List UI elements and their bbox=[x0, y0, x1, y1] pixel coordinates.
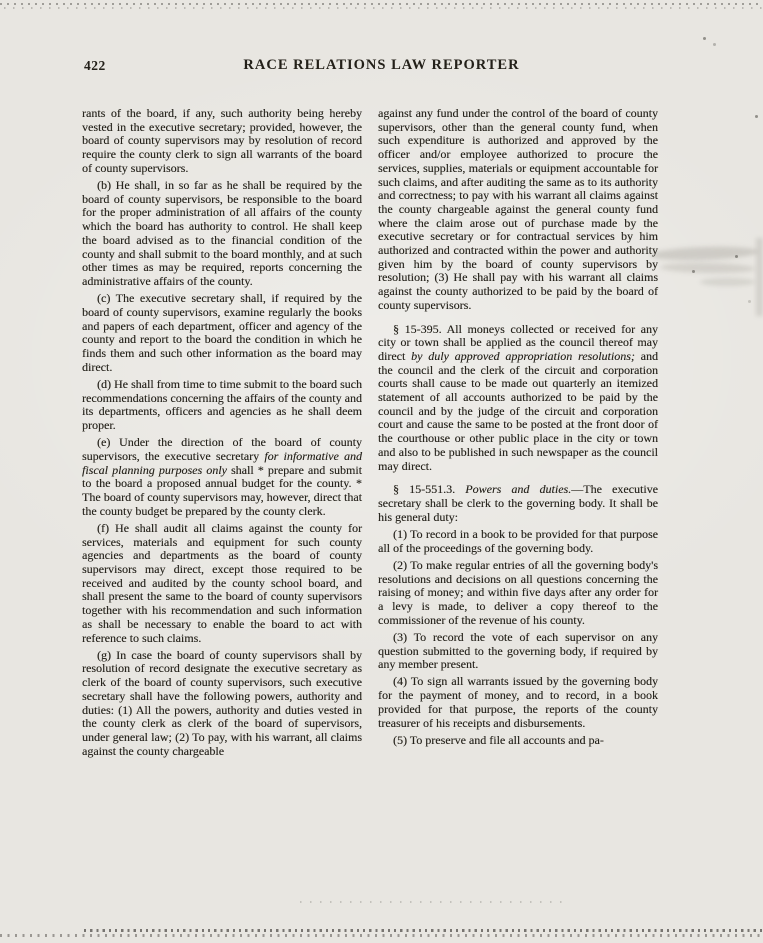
text-run: —The executive secretary shall be clerk to the governing body. It shall be his general duty: bbox=[378, 482, 659, 524]
text-run: (g) In case the board of county supervisors shall by resolution of record designate the executive secretary as clerk of the board of county supervisors, such executive secretary shall have the following powers, authority and duties: (1) All the powers, authority and duties vested in the county clerk as clerk of the board of supervisors, under general law; (2) To pay, with his warrant, all claims against the county chargeable bbox=[82, 647, 362, 758]
scan-speck bbox=[692, 270, 695, 273]
scan-smudge bbox=[756, 238, 763, 316]
text-run: § 15-551.3. bbox=[393, 482, 466, 497]
text-run: (4) To sign all warrants issued by the governing body for the payment of money, and to record, in a book provided for that purpose, the reports of the county treasurer of his receipts and disbursements. bbox=[378, 674, 658, 730]
text-run: shall * prepare and submit to the board a proposed annual budget for the county. * The board of county supervisors may, however, direct that the county budget be prepared by the county clerk. bbox=[82, 462, 362, 518]
text-run: and the council and the clerk of the circuit and corporation courts shall cause to be made out quarterly an itemized statement of all accounts authorized to be paid by the council and by the judge of the circuit and corporation court and cause the same to be posted at the front door of the courthouse or other public place in the city or town and also to be published in such newspaper as the council may direct. bbox=[378, 348, 658, 473]
left-column bbox=[82, 107, 362, 762]
scan-noise-top bbox=[4, 7, 763, 9]
paragraph bbox=[82, 378, 362, 433]
italic-text-run: for informative and fiscal planning purposes only bbox=[82, 448, 362, 477]
text-run: (1) To record in a book to be provided for that purpose all of the proceedings of the governing body. bbox=[378, 526, 658, 555]
text-run: (3) To record the vote of each supervisor on any question submitted to the governing body, if required by any member present. bbox=[378, 629, 658, 672]
text-run: (e) Under the direction of the board of county supervisors, the executive secretary bbox=[82, 435, 362, 463]
paragraph bbox=[378, 559, 658, 628]
paragraph bbox=[378, 107, 658, 313]
scan-speck bbox=[703, 37, 706, 40]
text-run: (2) To make regular entries of all the governing body's resolutions and decisions on all questions concerning the raising of money; and within five days after any order for a levy is made, to deliver a copy thereof to the commissioner of the revenue of his county. bbox=[378, 557, 658, 627]
paragraph bbox=[378, 483, 658, 524]
page-number: 422 bbox=[84, 58, 106, 73]
scan-speck bbox=[713, 43, 716, 46]
text-run: (f) He shall audit all claims against the county for services, materials and equipment for such county agencies and departments as the board of county supervisors may direct, except those required to be received and audited by the county school board, and shall present the same to the board of county supervisors together with his recommendation and such information as shall be necessary to enable the board to act with reference to such claims. bbox=[82, 520, 362, 645]
paragraph bbox=[378, 323, 658, 474]
scan-speck bbox=[735, 255, 738, 258]
paragraph bbox=[82, 179, 362, 289]
paragraph bbox=[82, 107, 362, 176]
paragraph bbox=[378, 734, 658, 748]
paragraph bbox=[82, 292, 362, 374]
scan-smudge bbox=[650, 245, 758, 262]
paragraph bbox=[378, 528, 658, 555]
italic-text-run: Powers and duties. bbox=[465, 482, 572, 497]
paragraph bbox=[378, 675, 658, 730]
text-columns bbox=[82, 107, 658, 762]
text-run: rants of the board, if any, such authority being hereby vested in the executive secretary; provided, however, the board of county supervisors may by resolution of record require the county clerk to sign all warrants of the board of county supervisors. bbox=[82, 106, 362, 175]
text-run: against any fund under the control of the board of county supervisors, other than the general county fund, when such expenditure is authorized and approved by the officer and/or employee authorized to procure the services, supplies, materials or equipment accountable for such claims, and after auditing the same as to its authority and correctness; to pay with his warrant all claims against the county chargeable against the general county fund where the claim arose out of purchase made by the executive secretary or for contractual services by him authorized and contracted within the power and authority given him by the board of county supervisors by resolution; (3) He shall pay with his warrant all claims against the county authorized to be paid by the board of county supervisors. bbox=[378, 106, 658, 312]
text-run: § 15-395. All moneys collected or received for any city or town shall be applied as the council thereof may direct bbox=[378, 321, 658, 363]
scan-noise-bottom bbox=[0, 934, 763, 937]
text-run: (5) To preserve and file all accounts and pa- bbox=[393, 732, 604, 747]
scan-noise-top bbox=[0, 3, 763, 5]
text-run: (c) The executive secretary shall, if required by the board of county supervisors, examine regularly the books and papers of each department, officer and agency of the county and report to the board the condition in which he finds them and such other information as the board may direct. bbox=[82, 291, 362, 374]
scan-noise-bottom bbox=[84, 929, 763, 932]
text-run: (b) He shall, in so far as he shall be required by the board of county supervisors, be responsible to the board for the proper administration of all affairs of the county which the board has authority to control. He shall keep the board advised as to the financial condition of the county and shall submit to the board monthly, and at such other times as may be required, reports concerning the administrative affairs of the county. bbox=[82, 178, 362, 288]
paragraph bbox=[82, 522, 362, 645]
scan-smudge bbox=[700, 278, 755, 286]
paragraph bbox=[82, 649, 362, 759]
paragraph bbox=[82, 436, 362, 518]
paragraph bbox=[378, 631, 658, 672]
scan-noise-bottom bbox=[300, 901, 570, 903]
right-column bbox=[378, 107, 658, 762]
scan-smudge bbox=[660, 262, 755, 274]
scan-speck bbox=[748, 300, 751, 303]
scan-speck bbox=[755, 115, 758, 118]
italic-text-run: by duly approved appropriation resolutions; bbox=[411, 348, 635, 363]
text-run: (d) He shall from time to time submit to the board such recommendations concerning the affairs of the county and its departments, officers and agencies as he shall deem proper. bbox=[82, 376, 362, 432]
page-header-title: RACE RELATIONS LAW REPORTER bbox=[243, 57, 520, 73]
